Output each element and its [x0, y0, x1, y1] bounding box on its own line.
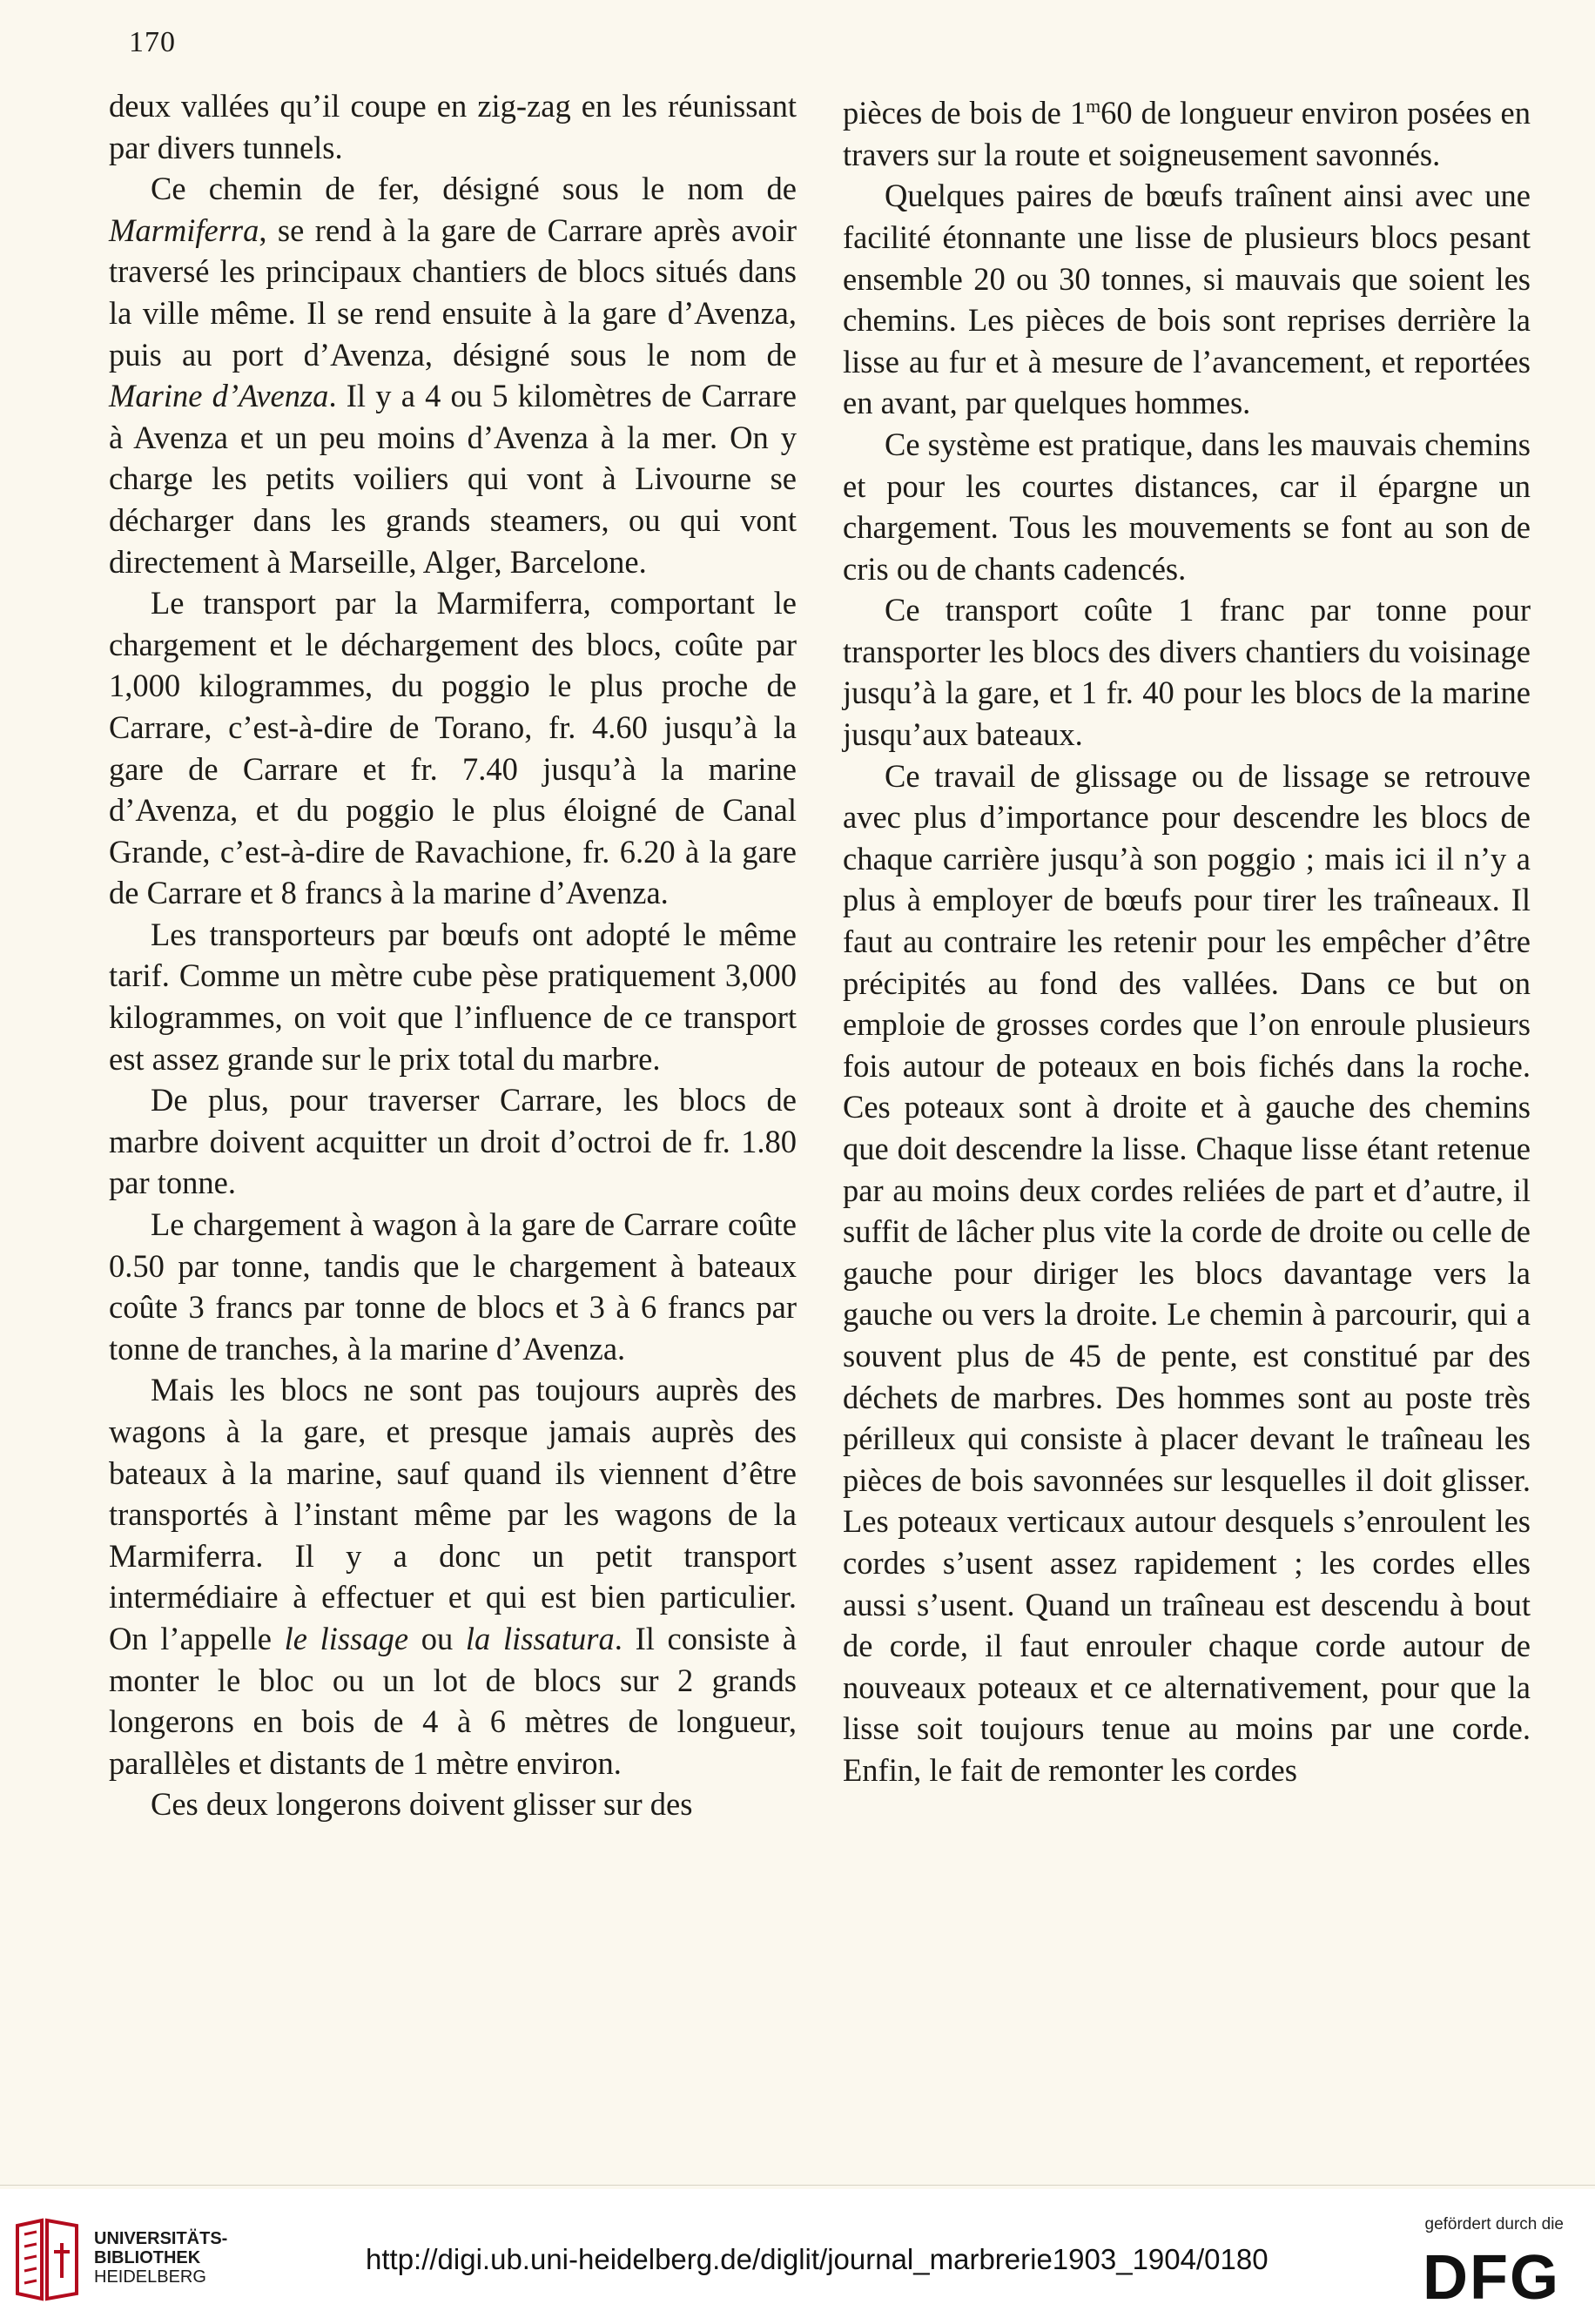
paragraph: Ce chemin de fer, désigné sous le nom de Marmiferra, se rend à la gare de Carrare après avoir traversé les principaux chantiers de blocs situés dans la ville même. Il se rend ensuite à la gare d’Avenza, puis au port d’Avenza, désigné sous le nom de Marine d’Avenza. Il y a 4 ou 5 kilomètres de Carrare à Avenza et un peu moins d’Avenza à la mer. On y charge les petits voiliers qui vont à Livourne se décharger dans les grands steamers, ou qui vont directement à Marseille, Alger, Barcelone.: [109, 171, 797, 580]
paragraph: Le transport par la Marmiferra, comportant le chargement et le déchargement des blocs, coûte par 1,000 kilogrammes, du poggio le plus proche de Carrare, c’est-à-dire de Torano, fr. 4.60 jusqu’à la gare de Carrare et fr. 7.40 jusqu’à la marine d’Avenza, et du poggio le plus éloigné de Canal Grande, c’est-à-dire de Ravachione, fr. 6.20 à la gare de Carrare et 8 francs à la marine d’Avenza.: [109, 585, 797, 911]
paragraph: Quelques paires de bœufs traînent ainsi avec une facilité étonnante une lisse de plusieurs blocs pesant ensemble 20 ou 30 tonnes, si mauvais que soient les chemins. Les pièces de bois sont reprises derrière la lisse au fur et à mesure de l’avancement, et reportées en avant, par quelques hommes.: [843, 178, 1531, 421]
footer-divider: [0, 2185, 1595, 2186]
paragraph: Le chargement à wagon à la gare de Carrare coûte 0.50 par tonne, tandis que le chargement à bateaux coûte 3 francs par tonne de blocs et 3 à 6 francs par tonne de tranches, à la marine d’Avenza.: [109, 1206, 797, 1367]
library-name-line-3: HEIDELBERG: [94, 2267, 206, 2287]
university-library-name: [94, 2229, 227, 2287]
paragraph: pièces de bois de 1$^m$60 de longueur environ posées en travers sur la route et soigneusement savonnés.: [843, 95, 1531, 172]
permalink-url[interactable]: http://digi.ub.uni-heidelberg.de/diglit/journal_marbrerie1903_1904/0180: [366, 2243, 1269, 2275]
library-name-line-2: BIBLIOTHEK: [94, 2248, 201, 2267]
dfg-logo: DFG: [1423, 2243, 1560, 2313]
library-name-line-1: UNIVERSITÄTS-: [94, 2229, 228, 2248]
paragraph: Ce système est pratique, dans les mauvais chemins et pour les courtes distances, car il épargne un chargement. Tous les mouvements se font au son de cris ou de chants cadencés.: [843, 426, 1531, 587]
text-column-left: [109, 85, 797, 1825]
sponsor-caption: gefördert durch die: [1424, 2215, 1564, 2233]
paragraph: Ces deux longerons doivent glisser sur des: [151, 1786, 693, 1823]
paragraph: Mais les blocs ne sont pas toujours auprès des wagons à la gare, et presque jamais auprès des bateaux à la marine, sauf quand ils viennent d’être transportés à l’instant même par les wagons de la Marmiferra. Il y a donc un petit transport intermédiaire à effectuer et qui est bien particulier. On l’appelle le lissage ou la lissatura. Il consiste à monter le bloc ou un lot de blocs sur 2 grands longerons en bois de 4 à 6 mètres de longueur, parallèles et distants de 1 mètre environ.: [109, 1372, 797, 1781]
paragraph: Les transporteurs par bœufs ont adopté le même tarif. Comme un mètre cube pèse pratiquement 3,000 kilogrammes, on voit que l’influence de ce transport est assez grande sur le prix total du marbre.: [109, 916, 797, 1077]
paragraph: Ce travail de glissage ou de lissage se retrouve avec plus d’importance pour descendre les blocs de chaque carrière jusqu’à son poggio ; mais ici il n’y a plus à employer de bœufs pour tirer les traîneaux. Il faut au contraire les retenir pour les empêcher d’être précipités au fond des vallées. Dans ce but on emploie de grosses cordes que l’on enroule plusieurs fois autour de poteaux en bois fichés dans la roche. Ces poteaux sont à droite et à gauche des chemins que doit descendre la lisse. Chaque lisse étant retenue par au moins deux cordes reliées de part et d’autre, il suffit de lâcher plus vite la corde de droite ou celle de gauche pour diriger les blocs davantage vers la gauche ou vers la droite. Le chemin à parcourir, qui a souvent plus de 45 de pente, est constitué par des déchets de marbres. Des hommes sont au poste très périlleux qui consiste à placer devant le traîneau les pièces de bois savonnées sur lesquelles il doit glisser. Les poteaux verticaux autour desquels s’enroulent les cordes s’usent assez rapidement ; les cordes elles aussi s’usent. Quand un traîneau est descendu à bout de corde, il faut enrouler chaque corde autour de nouveaux poteaux et ce alternativement, pour que la lisse soit toujours tenue au moins par une corde. Enfin, le fait de remonter les cordes: [843, 757, 1531, 1788]
page-number: 170: [129, 26, 176, 58]
university-library-logo-icon: [12, 2217, 84, 2304]
paragraph: De plus, pour traverser Carrare, les blocs de marbre doivent acquitter un droit d’octroi de fr. 1.80 par tonne.: [109, 1082, 797, 1201]
paragraph: Ce transport coûte 1 franc par tonne pour transporter les blocs des divers chantiers du voisinage jusqu’à la gare, et 1 fr. 40 pour les blocs de la marine jusqu’aux bateaux.: [843, 592, 1531, 753]
paragraph: deux vallées qu’il coupe en zig-zag en les réunissant par divers tunnels.: [109, 88, 797, 165]
text-column-right: [843, 85, 1531, 1791]
digitization-footer: [0, 2189, 1595, 2324]
